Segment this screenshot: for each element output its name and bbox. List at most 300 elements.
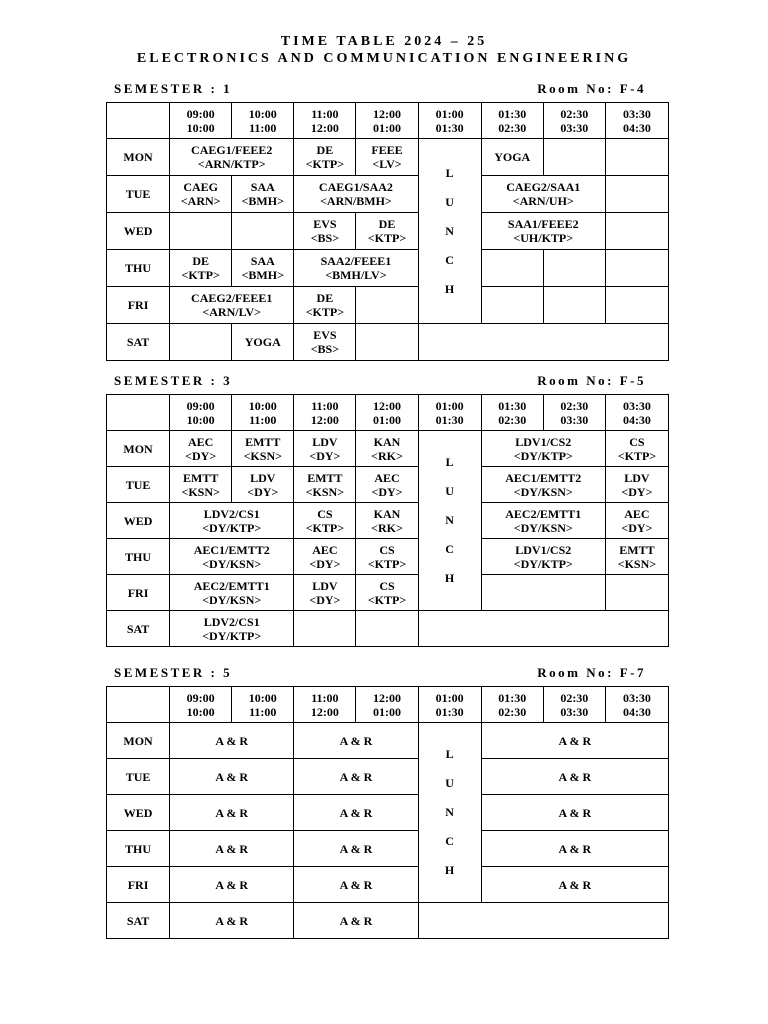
class-cell [170,831,294,867]
class-cell [356,503,418,539]
room-number: Room No: F-7 [537,665,646,680]
class-cell [605,431,668,467]
lunch-break-cell [418,139,481,324]
class-cell [481,431,605,467]
time-text: 10:00 [186,120,215,135]
day-label: SAT [107,611,170,647]
time-slot-header [605,103,668,139]
time-slot-header [294,687,356,723]
faculty-code: <ARN/KTP> [197,157,266,171]
subject-code: KAN [373,506,401,521]
time-text: 01:30 [498,398,527,413]
subject-code: YOGA [494,150,531,164]
faculty-code: <ARN/LV> [202,305,261,319]
class-cell [356,139,418,176]
faculty-code: <DY/KTP> [202,520,262,535]
subject-code: A & R [558,877,592,892]
faculty-code: <RK> [371,520,403,535]
subject-code: A & R [558,841,592,856]
room-number: Room No: F-4 [537,81,646,96]
time-text: 10:00 [186,704,215,719]
time-text: 04:30 [622,120,651,135]
subject-code: AEC [624,506,650,521]
class-cell [170,795,294,831]
faculty-code: <DY> [185,448,217,463]
empty-cell [605,213,668,250]
subject-code: AEC1/EMTT2 [193,542,270,557]
subject-code: CAEG [183,180,218,194]
time-text: 10:00 [248,106,277,121]
corner-cell [107,395,170,431]
subject-code: DE [316,291,334,305]
day-label: FRI [107,287,170,324]
class-cell [294,139,356,176]
day-label: TUE [107,176,170,213]
time-slot-header [418,395,481,431]
class-cell [170,867,294,903]
class-cell [170,723,294,759]
day-row [107,611,669,647]
class-cell [294,467,356,503]
time-text: 12:00 [372,690,401,705]
lunch-letter: H [444,863,455,877]
subject-code: DE [378,217,396,231]
subject-code: A & R [339,805,373,820]
faculty-code: <KTP> [617,448,657,463]
time-text: 03:30 [622,690,651,705]
class-cell [294,213,356,250]
subject-code: LDV2/CS1 [203,506,260,521]
subject-code: CAEG2/FEEE1 [191,291,273,305]
day-row [107,431,669,467]
time-text: 12:00 [310,120,339,135]
faculty-code: <ARN/UH> [512,194,574,208]
empty-cell [605,575,668,611]
empty-cell [418,903,668,939]
day-row [107,723,669,759]
faculty-code: <KSN> [617,556,657,571]
subject-code: A & R [339,841,373,856]
faculty-code: <UH/KTP> [513,231,574,245]
empty-cell [543,287,605,324]
day-row [107,213,669,250]
empty-cell [356,287,418,324]
day-row [107,467,669,503]
lunch-letter: L [445,455,454,469]
day-row [107,250,669,287]
class-cell [170,503,294,539]
faculty-code: <RK> [371,448,403,463]
faculty-code: <KTP> [367,592,407,607]
subject-code: A & R [215,913,249,928]
class-cell [481,467,605,503]
subject-code: LDV [624,470,650,485]
day-label: TUE [107,467,170,503]
time-slot-header [356,687,418,723]
time-slot-header [294,103,356,139]
time-text: 03:30 [622,106,651,121]
semester-label: SEMESTER : 5 [114,665,233,680]
time-slot-header [170,395,232,431]
time-text: 01:00 [435,106,464,121]
time-text: 01:00 [435,690,464,705]
class-cell [481,867,668,903]
class-cell [294,575,356,611]
faculty-code: <DY/KTP> [513,556,573,571]
time-slot-header [418,103,481,139]
class-cell [170,431,232,467]
class-cell [294,795,418,831]
faculty-code: <KSN> [305,484,345,499]
class-cell [294,287,356,324]
empty-cell [418,324,668,361]
empty-cell [543,250,605,287]
subject-code: EVS [313,328,337,342]
time-text: 11:00 [311,106,339,121]
class-cell [294,539,356,575]
subject-code: A & R [339,733,373,748]
day-label: WED [107,213,170,250]
class-cell [170,903,294,939]
semester-label: SEMESTER : 1 [114,81,233,96]
lunch-letter: N [445,805,454,819]
subject-code: A & R [339,877,373,892]
subject-code: CS [379,542,395,557]
subject-code: A & R [558,733,592,748]
time-text: 01:00 [372,412,401,427]
faculty-code: <DY> [247,484,279,499]
faculty-code: <DY> [621,520,653,535]
class-cell [294,723,418,759]
subject-code: A & R [558,805,592,820]
subject-code: LDV1/CS2 [515,542,572,557]
day-label: MON [107,431,170,467]
subject-code: EMTT [619,542,655,557]
time-text: 09:00 [186,106,215,121]
day-label: WED [107,795,170,831]
empty-cell [356,611,418,647]
header-row [107,103,669,139]
lunch-letter: H [444,281,455,296]
subject-code: EMTT [182,470,219,485]
subject-code: A & R [339,769,373,784]
time-slot-header [294,395,356,431]
time-slot-header [481,687,543,723]
faculty-code: <DY> [309,448,341,463]
time-text: 03:30 [560,704,589,719]
faculty-code: <BMH> [241,194,284,208]
lunch-letter: N [445,223,454,238]
semester-5-header [106,665,668,681]
lunch-letter: C [445,834,454,848]
lunch-letter: L [445,747,454,761]
empty-cell [605,287,668,324]
class-cell [170,176,232,213]
day-label: THU [107,831,170,867]
faculty-code: <LV> [372,157,402,171]
time-text: 01:00 [372,704,401,719]
day-label: SAT [107,903,170,939]
faculty-code: <KTP> [181,268,220,282]
empty-cell [481,287,543,324]
time-text: 02:30 [560,398,589,413]
class-cell [170,611,294,647]
faculty-code: <KTP> [305,157,345,171]
time-slot-header [543,687,605,723]
time-text: 01:30 [435,120,464,135]
subject-code: EVS [313,217,337,231]
subject-code: A & R [558,769,592,784]
faculty-code: <BMH> [241,268,284,282]
faculty-code: <ARN> [180,194,221,208]
empty-cell [481,575,605,611]
time-text: 01:00 [372,120,401,135]
time-text: 12:00 [310,412,339,427]
semester-3-timetable [106,394,669,647]
time-text: 03:30 [560,120,589,135]
time-text: 12:00 [310,704,339,719]
day-row [107,795,669,831]
class-cell [294,903,418,939]
faculty-code: <DY/KSN> [202,592,262,607]
day-row [107,287,669,324]
empty-cell [605,176,668,213]
class-cell [605,539,668,575]
time-text: 11:00 [249,704,277,719]
faculty-code: <DY> [371,484,403,499]
semester-label: SEMESTER : 3 [114,373,233,388]
day-label: THU [107,250,170,287]
day-row [107,324,669,361]
day-row [107,903,669,939]
time-slot-header [232,687,294,723]
time-text: 10:00 [186,412,215,427]
time-text: 12:00 [372,106,401,121]
time-text: 03:30 [622,398,651,413]
empty-cell [170,213,232,250]
day-row [107,539,669,575]
class-cell [481,539,605,575]
class-cell [481,795,668,831]
class-cell [294,324,356,361]
day-label: TUE [107,759,170,795]
subject-code: SAA [250,180,275,194]
faculty-code: <BMH/LV> [325,268,387,282]
class-cell [294,759,418,795]
class-cell [294,831,418,867]
subject-code: AEC2/EMTT1 [505,506,582,521]
subject-code: YOGA [244,335,281,349]
day-row [107,503,669,539]
subject-code: EMTT [245,434,281,449]
subject-code: CAEG2/SAA1 [506,180,581,194]
class-cell [170,139,294,176]
empty-cell [418,611,668,647]
room-number: Room No: F-5 [537,373,646,388]
day-label: THU [107,539,170,575]
subject-code: CS [317,506,333,521]
subject-code: A & R [215,733,249,748]
empty-cell [543,139,605,176]
day-label: MON [107,723,170,759]
time-text: 09:00 [186,398,215,413]
empty-cell [605,139,668,176]
time-text: 02:30 [560,106,589,121]
time-text: 11:00 [249,120,277,135]
class-cell [294,176,418,213]
header-row [107,687,669,723]
faculty-code: <DY> [309,556,341,571]
time-slot-header [605,395,668,431]
subject-code: A & R [339,913,373,928]
class-cell [481,503,605,539]
day-label: SAT [107,324,170,361]
lunch-letter: H [444,571,455,585]
time-text: 11:00 [311,398,339,413]
class-cell [232,250,294,287]
time-text: 12:00 [372,398,401,413]
subject-code: SAA2/FEEE1 [320,254,392,268]
time-text: 01:00 [435,398,464,413]
faculty-code: <KSN> [243,448,282,463]
faculty-code: <DY> [621,484,653,499]
subject-code: LDV2/CS1 [203,614,260,629]
faculty-code: <KSN> [181,484,220,499]
subject-code: DE [316,143,334,157]
time-text: 01:30 [498,106,527,121]
subject-code: AEC1/EMTT2 [505,470,582,485]
empty-cell [232,213,294,250]
subject-code: A & R [215,877,249,892]
faculty-code: <ARN/BMH> [320,194,392,208]
time-slot-header [232,103,294,139]
subject-code: LDV [312,578,338,593]
subject-code: AEC2/EMTT1 [193,578,270,593]
class-cell [356,431,418,467]
class-cell [294,250,418,287]
time-text: 02:30 [498,412,527,427]
class-cell [232,176,294,213]
semester-3-header [106,373,668,389]
subject-code: SAA [250,254,275,268]
class-cell [232,324,294,361]
faculty-code: <KTP> [367,556,407,571]
time-slot-header [170,103,232,139]
subject-code: LDV1/CS2 [515,434,572,449]
subject-code: CS [629,434,645,449]
subject-code: CAEG1/SAA2 [318,180,393,194]
faculty-code: <DY> [309,592,341,607]
faculty-code: <BS> [310,342,340,356]
subject-code: KAN [373,434,401,449]
page-title: TIME TABLE 2024 – 25 [280,34,488,49]
time-slot-header [605,687,668,723]
time-text: 01:30 [498,690,527,705]
subject-code: LDV [250,470,276,485]
time-text: 10:00 [248,690,277,705]
class-cell [356,213,418,250]
header-row [107,395,669,431]
semester-5-timetable [106,686,669,939]
time-text: 02:30 [498,120,527,135]
time-slot-header [232,395,294,431]
lunch-letter: U [445,776,454,790]
class-cell [481,723,668,759]
time-text: 11:00 [249,412,277,427]
time-slot-header [170,687,232,723]
subject-code: AEC [312,542,338,557]
lunch-letter: C [445,542,454,556]
time-text: 04:30 [622,704,651,719]
day-row [107,759,669,795]
lunch-letter: U [445,194,454,209]
time-text: 03:30 [560,412,589,427]
class-cell [481,831,668,867]
semester-1-header [106,81,668,97]
day-row [107,831,669,867]
class-cell [170,539,294,575]
lunch-letter: L [445,165,454,180]
lunch-letter: N [445,513,454,527]
class-cell [232,431,294,467]
subject-code: A & R [215,841,249,856]
lunch-break-cell [418,431,481,611]
day-label: WED [107,503,170,539]
class-cell [481,139,543,176]
class-cell [605,467,668,503]
department-title: ELECTRONICS AND COMMUNICATION ENGINEERING [136,51,632,66]
time-slot-header [356,395,418,431]
subject-code: EMTT [307,470,343,485]
day-row [107,139,669,176]
empty-cell [481,250,543,287]
class-cell [356,575,418,611]
class-cell [170,250,232,287]
subject-code: AEC [187,434,214,449]
faculty-code: <KTP> [367,231,407,245]
class-cell [481,213,605,250]
time-slot-header [543,103,605,139]
subject-code: FEEE [371,143,403,157]
class-cell [170,287,294,324]
corner-cell [107,687,170,723]
time-text: 09:00 [186,690,215,705]
subject-code: AEC [374,470,400,485]
time-slot-header [481,103,543,139]
empty-cell [294,611,356,647]
time-text: 01:30 [435,704,464,719]
subject-code: A & R [215,805,249,820]
class-cell [294,867,418,903]
faculty-code: <DY/KSN> [513,484,573,499]
lunch-break-cell [418,723,481,903]
subject-code: DE [192,254,209,268]
class-cell [170,467,232,503]
class-cell [481,759,668,795]
lunch-letter: C [445,252,454,267]
faculty-code: <DY/KSN> [202,556,262,571]
class-cell [605,503,668,539]
day-label: FRI [107,575,170,611]
time-slot-header [418,687,481,723]
day-row [107,575,669,611]
empty-cell [170,324,232,361]
time-slot-header [543,395,605,431]
lunch-letter: U [445,484,454,498]
class-cell [294,431,356,467]
faculty-code: <DY/KTP> [513,448,573,463]
subject-code: CS [379,578,395,593]
